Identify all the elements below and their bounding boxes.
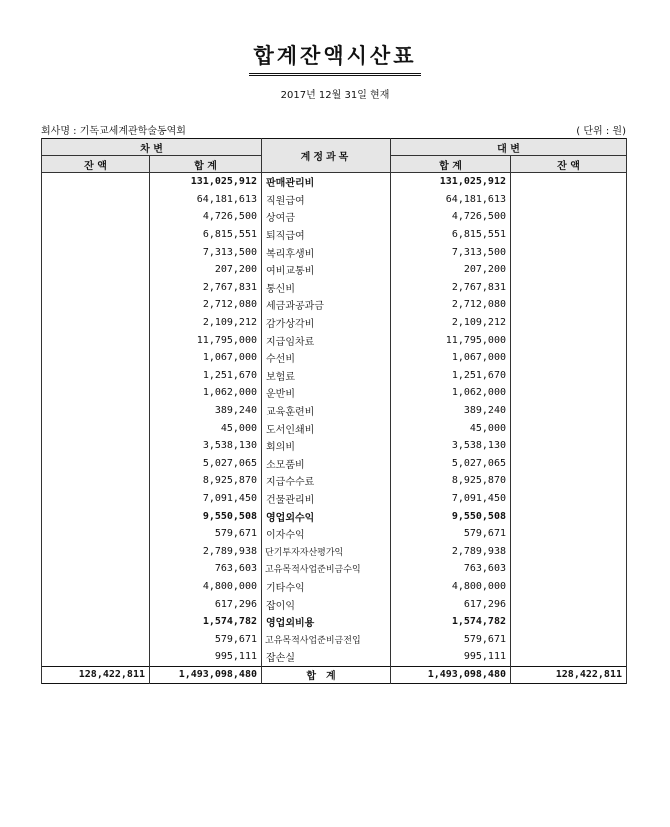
credit-total-cell: 3,538,130 xyxy=(391,437,511,455)
account-name-cell: 잡이익 xyxy=(262,595,391,613)
account-header: 계정과목 xyxy=(262,139,391,173)
table-row xyxy=(42,437,627,455)
account-name-cell: 퇴직급여 xyxy=(262,226,391,244)
report-title: 합계잔액시산표 xyxy=(249,40,420,76)
credit-total-cell: 2,712,080 xyxy=(391,296,511,314)
credit-balance-cell xyxy=(511,542,627,560)
debit-total-cell: 2,712,080 xyxy=(150,296,262,314)
table-row xyxy=(42,595,627,613)
account-name-cell: 잡손실 xyxy=(262,648,391,666)
credit-balance-cell xyxy=(511,455,627,473)
credit-balance-header: 잔 액 xyxy=(511,156,627,173)
credit-balance-cell xyxy=(511,367,627,385)
debit-balance-cell xyxy=(42,226,150,244)
credit-total-cell: 2,789,938 xyxy=(391,542,511,560)
table-row xyxy=(42,490,627,508)
total-credit-balance: 128,422,811 xyxy=(511,666,627,683)
table-row xyxy=(42,296,627,314)
credit-balance-cell xyxy=(511,402,627,420)
total-row xyxy=(42,666,627,683)
credit-balance-cell xyxy=(511,613,627,631)
credit-balance-cell xyxy=(511,648,627,666)
account-name-cell: 건물관리비 xyxy=(262,490,391,508)
credit-total-cell: 64,181,613 xyxy=(391,191,511,209)
debit-total-cell: 207,200 xyxy=(150,261,262,279)
account-name-cell: 직원급여 xyxy=(262,191,391,209)
debit-total-cell: 1,062,000 xyxy=(150,384,262,402)
credit-total-cell: 7,313,500 xyxy=(391,243,511,261)
table-row xyxy=(42,243,627,261)
credit-balance-cell xyxy=(511,525,627,543)
account-name-cell: 상여금 xyxy=(262,208,391,226)
debit-total-cell: 4,800,000 xyxy=(150,578,262,596)
debit-total-cell: 64,181,613 xyxy=(150,191,262,209)
debit-total-cell: 1,067,000 xyxy=(150,349,262,367)
table-row xyxy=(42,525,627,543)
report-date: 2017년 12월 31일 현재 xyxy=(280,90,390,101)
credit-total-cell: 9,550,508 xyxy=(391,507,511,525)
debit-balance-cell xyxy=(42,419,150,437)
table-row xyxy=(42,419,627,437)
account-name-cell: 영업외수익 xyxy=(262,507,391,525)
account-name-cell: 회의비 xyxy=(262,437,391,455)
debit-total-cell: 2,767,831 xyxy=(150,279,262,297)
credit-total-cell: 207,200 xyxy=(391,261,511,279)
credit-total-cell: 389,240 xyxy=(391,402,511,420)
table-row xyxy=(42,613,627,631)
account-name-cell: 기타수익 xyxy=(262,578,391,596)
credit-total-header: 합 계 xyxy=(391,156,511,173)
debit-balance-cell xyxy=(42,595,150,613)
account-name-cell: 통신비 xyxy=(262,279,391,297)
debit-balance-cell xyxy=(42,402,150,420)
debit-total-cell: 11,795,000 xyxy=(150,331,262,349)
credit-balance-cell xyxy=(511,560,627,578)
credit-total-cell: 6,815,551 xyxy=(391,226,511,244)
credit-balance-cell xyxy=(511,331,627,349)
debit-total-header: 합 계 xyxy=(150,156,262,173)
account-name-cell: 고유목적사업준비금수익 xyxy=(262,560,391,578)
table-row xyxy=(42,402,627,420)
credit-balance-cell xyxy=(511,349,627,367)
debit-balance-cell xyxy=(42,296,150,314)
account-name-cell: 고유목적사업준비금전입 xyxy=(262,630,391,648)
credit-balance-cell xyxy=(511,419,627,437)
account-name-cell: 이자수익 xyxy=(262,525,391,543)
credit-total-cell: 1,251,670 xyxy=(391,367,511,385)
debit-total-cell: 131,025,912 xyxy=(150,173,262,191)
debit-balance-cell xyxy=(42,367,150,385)
table-row xyxy=(42,367,627,385)
credit-balance-cell xyxy=(511,279,627,297)
table-row xyxy=(42,331,627,349)
account-name-cell: 운반비 xyxy=(262,384,391,402)
credit-total-cell: 8,925,870 xyxy=(391,472,511,490)
table-row xyxy=(42,261,627,279)
credit-balance-cell xyxy=(511,472,627,490)
account-name-cell: 단기투자자산평가익 xyxy=(262,542,391,560)
trial-balance-table xyxy=(41,138,627,684)
table-row xyxy=(42,191,627,209)
table-row xyxy=(42,384,627,402)
credit-balance-cell xyxy=(511,595,627,613)
debit-total-cell: 7,313,500 xyxy=(150,243,262,261)
credit-total-cell: 2,109,212 xyxy=(391,314,511,332)
debit-balance-cell xyxy=(42,243,150,261)
credit-total-cell: 1,574,782 xyxy=(391,613,511,631)
table-row xyxy=(42,208,627,226)
account-name-cell: 교육훈련비 xyxy=(262,402,391,420)
debit-total-cell: 579,671 xyxy=(150,525,262,543)
debit-balance-cell xyxy=(42,472,150,490)
table-row xyxy=(42,314,627,332)
credit-total-cell: 579,671 xyxy=(391,525,511,543)
account-name-cell: 복리후생비 xyxy=(262,243,391,261)
debit-balance-cell xyxy=(42,525,150,543)
table-row xyxy=(42,560,627,578)
debit-total-cell: 7,091,450 xyxy=(150,490,262,508)
debit-balance-cell xyxy=(42,191,150,209)
debit-balance-cell xyxy=(42,437,150,455)
account-name-cell: 여비교통비 xyxy=(262,261,391,279)
credit-total-cell: 995,111 xyxy=(391,648,511,666)
credit-balance-cell xyxy=(511,384,627,402)
credit-total-cell: 4,726,500 xyxy=(391,208,511,226)
debit-total-cell: 6,815,551 xyxy=(150,226,262,244)
credit-total-cell: 5,027,065 xyxy=(391,455,511,473)
debit-balance-cell xyxy=(42,455,150,473)
credit-total-cell: 2,767,831 xyxy=(391,279,511,297)
debit-balance-cell xyxy=(42,560,150,578)
debit-total-cell: 617,296 xyxy=(150,595,262,613)
table-row xyxy=(42,630,627,648)
account-name-cell: 영업외비용 xyxy=(262,613,391,631)
credit-total-cell: 1,062,000 xyxy=(391,384,511,402)
debit-balance-cell xyxy=(42,648,150,666)
credit-balance-cell xyxy=(511,191,627,209)
table-row xyxy=(42,279,627,297)
credit-balance-cell xyxy=(511,437,627,455)
account-name-cell: 지급임차료 xyxy=(262,331,391,349)
company-name: 회사명 : 기독교세계관학술동역회 xyxy=(41,126,186,137)
account-name-cell: 수선비 xyxy=(262,349,391,367)
debit-total-cell: 9,550,508 xyxy=(150,507,262,525)
debit-total-cell: 763,603 xyxy=(150,560,262,578)
debit-total-cell: 4,726,500 xyxy=(150,208,262,226)
credit-total-cell: 579,671 xyxy=(391,630,511,648)
debit-balance-header: 잔 액 xyxy=(42,156,150,173)
total-debit-total: 1,493,098,480 xyxy=(150,666,262,683)
credit-balance-cell xyxy=(511,578,627,596)
total-debit-balance: 128,422,811 xyxy=(42,666,150,683)
debit-total-cell: 1,574,782 xyxy=(150,613,262,631)
credit-total-cell: 45,000 xyxy=(391,419,511,437)
debit-total-cell: 45,000 xyxy=(150,419,262,437)
table-body xyxy=(42,173,627,667)
account-name-cell: 감가상각비 xyxy=(262,314,391,332)
credit-total-cell: 617,296 xyxy=(391,595,511,613)
table-row xyxy=(42,648,627,666)
table-row xyxy=(42,226,627,244)
debit-balance-cell xyxy=(42,261,150,279)
unit-label: ( 단위 : 원) xyxy=(576,126,626,137)
debit-balance-cell xyxy=(42,384,150,402)
credit-total-cell: 131,025,912 xyxy=(391,173,511,191)
debit-balance-cell xyxy=(42,208,150,226)
credit-balance-cell xyxy=(511,173,627,191)
debit-balance-cell xyxy=(42,331,150,349)
account-name-cell: 소모품비 xyxy=(262,455,391,473)
debit-header: 차 변 xyxy=(42,139,262,156)
debit-total-cell: 2,109,212 xyxy=(150,314,262,332)
credit-balance-cell xyxy=(511,208,627,226)
debit-balance-cell xyxy=(42,314,150,332)
credit-total-cell: 4,800,000 xyxy=(391,578,511,596)
credit-balance-cell xyxy=(511,490,627,508)
account-name-cell: 세금과공과금 xyxy=(262,296,391,314)
debit-balance-cell xyxy=(42,173,150,191)
debit-total-cell: 1,251,670 xyxy=(150,367,262,385)
debit-total-cell: 3,538,130 xyxy=(150,437,262,455)
table-row xyxy=(42,173,627,191)
credit-balance-cell xyxy=(511,314,627,332)
debit-total-cell: 995,111 xyxy=(150,648,262,666)
debit-balance-cell xyxy=(42,279,150,297)
credit-total-cell: 1,067,000 xyxy=(391,349,511,367)
debit-total-cell: 579,671 xyxy=(150,630,262,648)
table-row xyxy=(42,455,627,473)
debit-balance-cell xyxy=(42,578,150,596)
credit-header: 대 변 xyxy=(391,139,627,156)
credit-total-cell: 763,603 xyxy=(391,560,511,578)
table-row xyxy=(42,507,627,525)
debit-total-cell: 5,027,065 xyxy=(150,455,262,473)
credit-balance-cell xyxy=(511,226,627,244)
debit-balance-cell xyxy=(42,542,150,560)
credit-balance-cell xyxy=(511,507,627,525)
debit-balance-cell xyxy=(42,490,150,508)
debit-total-cell: 8,925,870 xyxy=(150,472,262,490)
table-row xyxy=(42,349,627,367)
debit-total-cell: 2,789,938 xyxy=(150,542,262,560)
report-title-wrap xyxy=(0,40,670,76)
credit-balance-cell xyxy=(511,630,627,648)
debit-total-cell: 389,240 xyxy=(150,402,262,420)
credit-balance-cell xyxy=(511,243,627,261)
total-account-label: 합계 xyxy=(262,666,391,683)
credit-total-cell: 11,795,000 xyxy=(391,331,511,349)
debit-balance-cell xyxy=(42,349,150,367)
table-row xyxy=(42,578,627,596)
credit-balance-cell xyxy=(511,296,627,314)
table-row xyxy=(42,542,627,560)
debit-balance-cell xyxy=(42,507,150,525)
debit-balance-cell xyxy=(42,630,150,648)
credit-balance-cell xyxy=(511,261,627,279)
table-row xyxy=(42,472,627,490)
total-credit-total: 1,493,098,480 xyxy=(391,666,511,683)
credit-total-cell: 7,091,450 xyxy=(391,490,511,508)
account-name-cell: 지급수수료 xyxy=(262,472,391,490)
account-name-cell: 도서인쇄비 xyxy=(262,419,391,437)
account-name-cell: 판매관리비 xyxy=(262,173,391,191)
account-name-cell: 보험료 xyxy=(262,367,391,385)
debit-balance-cell xyxy=(42,613,150,631)
